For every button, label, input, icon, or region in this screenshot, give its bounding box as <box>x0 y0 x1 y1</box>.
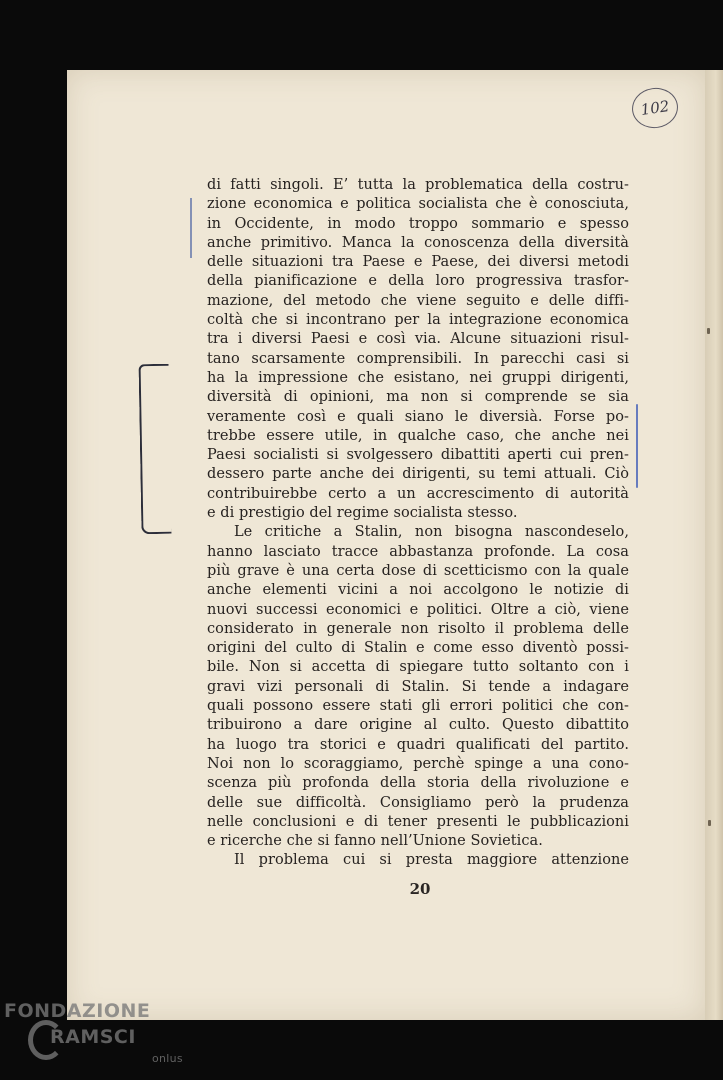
text-line: coltà che si incontrano per la integrazione economica <box>207 312 629 329</box>
text-line: anche primitivo. Manca la conoscenza della diversità <box>207 234 629 251</box>
text-line: Noi non lo scoraggiamo, perchè spinge a una cono- <box>207 755 629 772</box>
text-line: gravi vizi personali di Stalin. Si tende a indagare <box>207 678 629 695</box>
text-line: e di prestigio del regime socialista stesso. <box>207 505 518 522</box>
text-line: delle sue difficoltà. Consigliamo però la prudenza <box>207 794 629 811</box>
text-line: nelle conclusioni e di tener presenti le pubblicazioni <box>207 813 629 830</box>
text-line: quali possono essere stati gli errori politici che con- <box>207 698 629 715</box>
watermark-line2: RAMSCI <box>50 1026 136 1048</box>
text-line: anche elementi vicini a noi accolgono le notizie di <box>207 582 629 599</box>
text-line: considerato in generale non risolto il problema delle <box>207 620 629 637</box>
text-line: ha la impressione che esistano, nei gruppi dirigenti, <box>207 369 629 386</box>
foundation-watermark <box>4 1000 204 1080</box>
page-number: 20 <box>409 880 431 898</box>
text-line: contribuirebbe certo a un accrescimento di autorità <box>207 485 629 502</box>
text-line: zione economica e politica socialista che è conosciuta, <box>207 196 629 213</box>
text-line: nuovi successi economici e politici. Oltre a ciò, viene <box>207 601 629 618</box>
text-line: più grave è una certa dose di scetticismo con la quale <box>207 562 629 579</box>
text-line: bile. Non si accetta di spiegare tutto soltanto con i <box>207 659 629 676</box>
text-line: tra i diversi Paesi e così via. Alcune situazioni risul- <box>207 331 629 348</box>
text-line: mazione, del metodo che viene seguito e delle diffi- <box>207 292 629 309</box>
text-line: tribuirono a dare origine al culto. Questo dibattito <box>207 717 629 734</box>
text-line: e ricerche che si fanno nell’Unione Sovietica. <box>207 833 543 850</box>
text-line: Il problema cui si presta maggiore attenzione <box>234 852 629 869</box>
pen-margin-bracket <box>139 364 172 534</box>
pen-margin-line-right <box>636 404 638 488</box>
text-line: ha luogo tra storici e quadri qualificati del partito. <box>207 736 629 753</box>
text-line: Paesi socialisti si svolgessero dibattiti aperti cui pren- <box>207 447 629 464</box>
text-line: veramente così e quali siano le diversià. Forse po- <box>207 408 629 425</box>
watermark-line1: FONDAZIONE <box>4 1000 151 1022</box>
watermark-line3: onlus <box>152 1052 183 1065</box>
text-line: tano scarsamente comprensibili. In parecchi casi si <box>207 350 629 367</box>
handwritten-folio-number: 102 <box>629 85 680 131</box>
body-text <box>207 176 629 871</box>
text-line: delle situazioni tra Paese e Paese, dei diversi metodi <box>207 254 629 271</box>
text-line: scenza più profonda della storia della rivoluzione e <box>207 775 629 792</box>
text-line: hanno lasciato tracce abbastanza profonde. La cosa <box>207 543 629 560</box>
text-line: Le critiche a Stalin, non bisogna nascondeselo, <box>234 524 629 541</box>
text-line: in Occidente, in modo troppo sommario e spesso <box>207 215 629 232</box>
page-edge-strip <box>705 70 723 1020</box>
text-line: origini del culto di Stalin e come esso diventò possi- <box>207 640 629 657</box>
text-line: diversità di opinioni, ma non si comprende se sia <box>207 389 629 406</box>
text-line: della pianificazione e della loro progressiva trasfor- <box>207 273 629 290</box>
text-line: dessero parte anche dei dirigenti, su temi attuali. Ciò <box>207 466 629 483</box>
text-line: di fatti singoli. E’ tutta la problematica della costru- <box>207 177 629 193</box>
pen-margin-line-left <box>190 198 192 258</box>
text-line: trebbe essere utile, in qualche caso, che anche nei <box>207 427 629 444</box>
